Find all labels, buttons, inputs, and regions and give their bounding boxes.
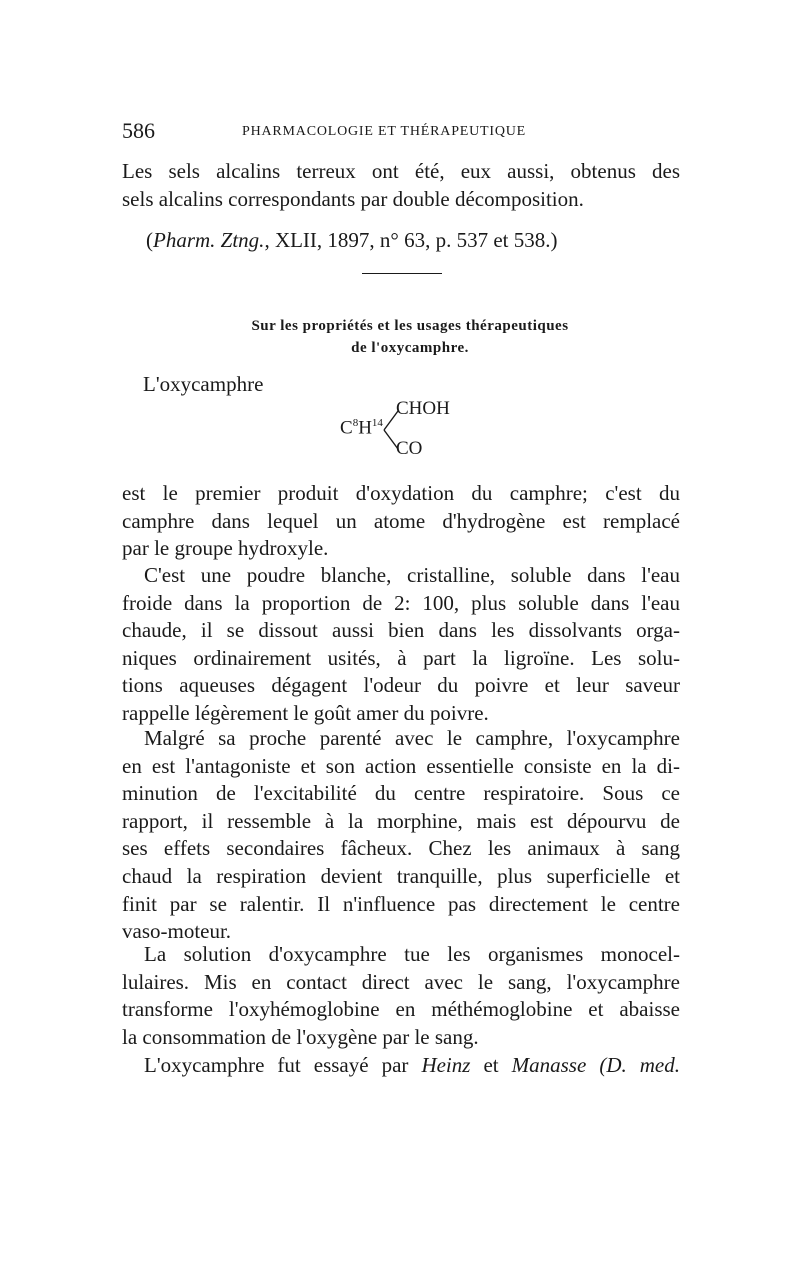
text-line: rapport, il ressemble à la morphine, mais est dépourvu de xyxy=(122,808,680,833)
journal-ref: (D. med. xyxy=(586,1053,680,1077)
chemical-formula xyxy=(340,398,480,468)
text-line: la consommation de l'oxygène par le sang. xyxy=(122,1024,479,1049)
page-number: 586 xyxy=(122,118,155,143)
section-title xyxy=(140,315,680,359)
text-line: L'oxycamphre fut essayé par Heinz et Manasse (D. med. xyxy=(144,1053,680,1077)
running-title: PHARMACOLOGIE ET THÉRAPEUTIQUE xyxy=(242,124,527,139)
text-line: La solution d'oxycamphre tue les organismes monocel- xyxy=(144,942,680,966)
text-line: transforme l'oxyhémoglobine en méthémoglobine et abaisse xyxy=(122,997,680,1022)
text-line: par le groupe hydroxyle. xyxy=(122,536,329,561)
text-line: chaude, il se dissout aussi bien dans les dissolvants orga- xyxy=(122,618,680,643)
intro-word: L'oxycamphre xyxy=(143,372,264,396)
text-line: en est l'antagoniste et son action essentielle consiste en la di- xyxy=(122,753,680,778)
last-line xyxy=(122,1052,680,1080)
top-paragraph xyxy=(122,158,680,213)
citation xyxy=(146,228,557,253)
paragraph-4 xyxy=(122,941,680,1051)
text-line: camphre dans lequel un atome d'hydrogène est remplacé xyxy=(122,508,680,533)
text-line: lulaires. Mis en contact direct avec le sang, l'oxycamphre xyxy=(122,969,680,994)
formula-prefix: $C^8H^{14}$ xyxy=(340,417,383,439)
text-line: minution de l'excitabilité du centre respiratoire. Sous ce xyxy=(122,781,680,806)
text-line: tions aqueuses dégagent l'odeur du poivre et leur saveur xyxy=(122,673,680,698)
text-line: sels alcalins correspondants par double décomposition. xyxy=(122,186,584,211)
citation-rest: , XLII, 1897, n° 63, p. 537 et 538.) xyxy=(264,228,558,252)
text-line: est le premier produit d'oxydation du camphre; c'est du xyxy=(122,481,680,505)
formula-upper-group: CHOH xyxy=(396,398,450,419)
section-divider xyxy=(362,273,442,274)
text-line: ses effets secondaires fâcheux. Chez les animaux à sang xyxy=(122,836,680,861)
paragraph-3 xyxy=(122,725,680,946)
text-line: C'est une poudre blanche, cristalline, soluble dans l'eau xyxy=(144,563,680,587)
citation-open: ( xyxy=(146,228,153,252)
text-line: rappelle légèrement le goût amer du poivre. xyxy=(122,700,489,725)
text-line: vaso-moteur. xyxy=(122,919,232,944)
section-title-line: Sur les propriétés et les usages thérapeutiques xyxy=(251,318,569,334)
paragraph-1 xyxy=(122,480,680,563)
text-line: froide dans la proportion de 2: 100, plus soluble dans l'eau xyxy=(122,590,680,615)
author-name: Heinz xyxy=(421,1053,471,1077)
text-line: niques ordinairement usités, à part la ligroïne. Les solu- xyxy=(122,645,680,670)
text-line: chaud la respiration devient tranquille, plus superficielle et xyxy=(122,863,680,888)
running-head xyxy=(122,118,682,148)
text-line: finit par se ralentir. Il n'influence pas directement le centre xyxy=(122,891,680,916)
paragraph-2 xyxy=(122,562,680,728)
citation-journal: Pharm. Ztng. xyxy=(153,228,265,252)
formula-lower-group: CO xyxy=(396,438,423,459)
section-title-line: de l'oxycamphre. xyxy=(351,340,469,356)
text-line: Malgré sa proche parenté avec le camphre, l'oxycamphre xyxy=(144,726,680,750)
author-name: Manasse xyxy=(511,1053,587,1077)
text-line: Les sels alcalins terreux ont été, eux aussi, obtenus des xyxy=(122,159,680,183)
